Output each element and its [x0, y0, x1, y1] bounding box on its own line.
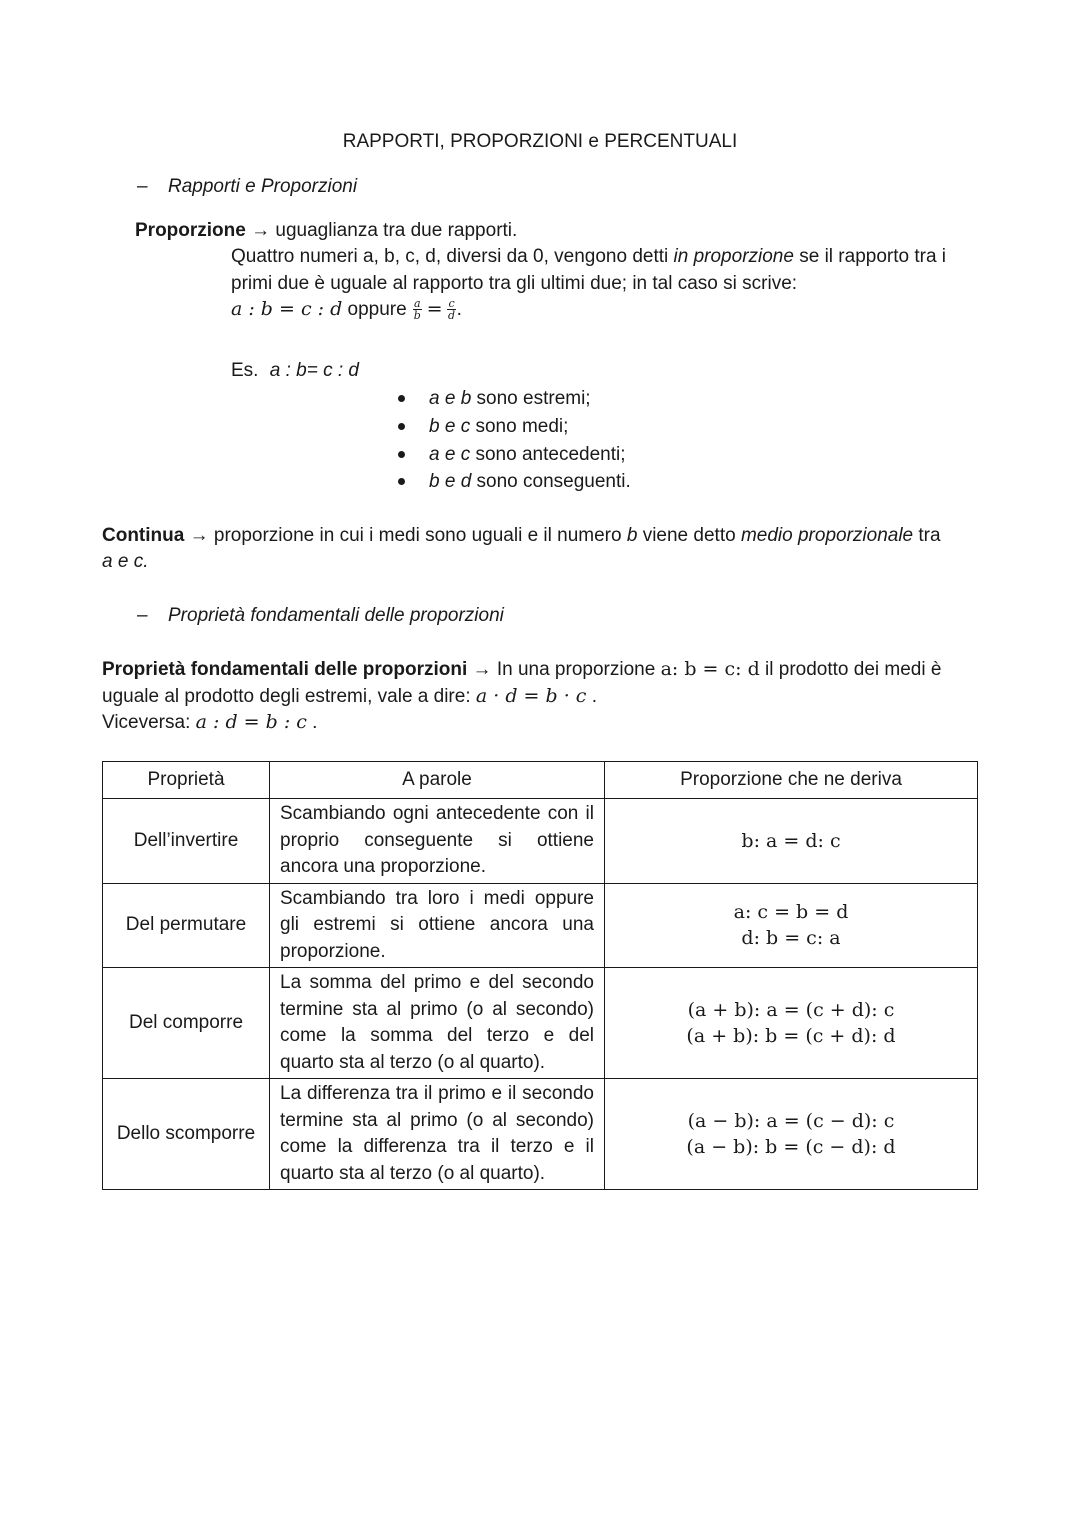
list-item-vars: a e c [429, 444, 471, 465]
text-fragment: viene detto [637, 525, 741, 546]
bullet-icon [398, 423, 405, 430]
list-item-vars: b e c [429, 416, 471, 437]
text-fragment: uguale al prodotto degli estremi, vale a dire: [102, 686, 476, 707]
definition-formula [231, 298, 462, 321]
property-name: Dell’invertire [103, 799, 270, 884]
section-dash: – [137, 605, 148, 626]
equals-sign: = [426, 298, 443, 320]
definition-proporzione [135, 220, 517, 242]
text-fragment: proporzione in cui i medi sono uguali e il numero [208, 525, 627, 546]
property-line-1 [102, 658, 941, 681]
table-row [103, 968, 978, 1079]
text-fragment: se il rapporto tra i [793, 246, 947, 267]
property-formula [605, 1079, 978, 1190]
property-formula [605, 968, 978, 1079]
definition-continua [102, 525, 941, 547]
definition-term: Proprietà fondamentali delle proporzioni [102, 659, 468, 680]
fraction-denominator: b [413, 309, 421, 323]
fraction-c-d [447, 298, 455, 321]
definition-term: Continua [102, 525, 185, 546]
property-name: Del permutare [103, 883, 270, 968]
list-item-text: sono medi; [470, 416, 569, 437]
arrow-right-icon: → [472, 659, 492, 680]
text-fragment: oppure [342, 299, 412, 320]
table-row [103, 1079, 978, 1190]
section-dash: – [137, 176, 148, 197]
property-description: La somma del primo e del secondo termine sta al primo (o al secondo) come la somma del terzo e del quarto sta al terzo (o al quarto). [270, 968, 605, 1079]
property-formula [605, 883, 978, 968]
definition-line-2: primi due è uguale al rapporto tra gli ultimi due; in tal caso si scrive: [231, 273, 798, 294]
fraction-denominator: d [448, 309, 456, 323]
formula: a : d = b : c [195, 711, 307, 733]
section-heading-proprieta: Proprietà fondamentali delle proporzioni [168, 605, 504, 626]
text-emphasis: b [626, 525, 638, 546]
example-formula: a : b= c : d [269, 360, 359, 381]
definition-continua-line-2: a e c. [102, 551, 149, 572]
arrow-right-icon: → [251, 220, 271, 241]
fraction-a-b [413, 298, 422, 321]
formula-ratio: a : b = c : d [231, 298, 343, 320]
list-item [429, 444, 626, 466]
text-fragment: Quattro numeri a, b, c, d, diversi da 0, vengono detti [231, 246, 674, 267]
bullet-icon [398, 451, 405, 458]
example [231, 360, 359, 382]
section-heading-rapporti: Rapporti e Proporzioni [168, 176, 358, 197]
text-fragment: Viceversa: [102, 712, 196, 733]
arrow-right-icon: → [189, 525, 209, 546]
text-fragment: il prodotto dei medi è [759, 659, 942, 680]
properties-table [102, 761, 978, 1190]
period: . [456, 299, 462, 320]
list-item [429, 416, 568, 438]
property-description: Scambiando tra loro i medi oppure gli estremi si ottiene ancora una proporzione. [270, 883, 605, 968]
table-row [103, 883, 978, 968]
list-item-vars: a e b [429, 388, 472, 409]
bullet-icon [398, 478, 405, 485]
bullet-icon [398, 395, 405, 402]
property-name: Del comporre [103, 968, 270, 1079]
text-emphasis: in proporzione [673, 246, 794, 267]
list-item-text: sono antecedenti; [470, 444, 626, 465]
formula-line: a: c = b = d [733, 901, 849, 924]
formula-line: (a + b): b = (c + d): d [686, 1025, 896, 1047]
column-header: Proporzione che ne deriva [605, 762, 978, 799]
fraction-numerator: c [448, 297, 455, 311]
list-item-text: sono estremi; [471, 388, 591, 409]
text-fragment: tra [913, 525, 941, 546]
example-label: Es. [231, 360, 259, 381]
formula-line: (a − b): a = (c − d): c [687, 1110, 895, 1132]
table-row [103, 799, 978, 884]
definition-term: Proporzione [135, 220, 246, 241]
property-name: Dello scomporre [103, 1079, 270, 1190]
definition-line-1 [231, 246, 946, 268]
property-formula [605, 799, 978, 884]
list-item [429, 471, 631, 493]
property-line-2 [102, 685, 597, 708]
text-fragment: In una proporzione [491, 659, 661, 680]
page-title: RAPPORTI, PROPORZIONI e PERCENTUALI [342, 131, 738, 152]
property-description: Scambiando ogni antecedente con il proprio conseguente si ottiene ancora una proporzione. [270, 799, 605, 884]
list-item-vars: b e d [429, 471, 472, 492]
property-description: La differenza tra il primo e il secondo termine sta al primo (o al secondo) come la differenza tra il terzo e il quarto sta al terzo (o al quarto). [270, 1079, 605, 1190]
formula-line: (a − b): b = (c − d): d [686, 1136, 896, 1158]
definition-text: uguaglianza tra due rapporti. [275, 220, 518, 241]
formula-line: d: b = c: a [741, 927, 841, 950]
text-fragment: . [586, 686, 597, 707]
formula: a · d = b · c [475, 685, 587, 707]
formula-line: (a + b): a = (c + d): c [687, 999, 895, 1021]
column-header: Proprietà [103, 762, 270, 799]
formula: a: b = c: d [660, 658, 760, 680]
formula-line: b: a = d: c [741, 829, 841, 852]
text-fragment: . [306, 712, 318, 733]
property-line-3 [102, 711, 317, 734]
list-item-text: sono conseguenti. [471, 471, 631, 492]
text-emphasis: medio proporzionale [740, 525, 914, 546]
table-header-row [103, 762, 978, 799]
column-header: A parole [270, 762, 605, 799]
list-item [429, 388, 591, 410]
fraction-numerator: a [414, 297, 421, 311]
